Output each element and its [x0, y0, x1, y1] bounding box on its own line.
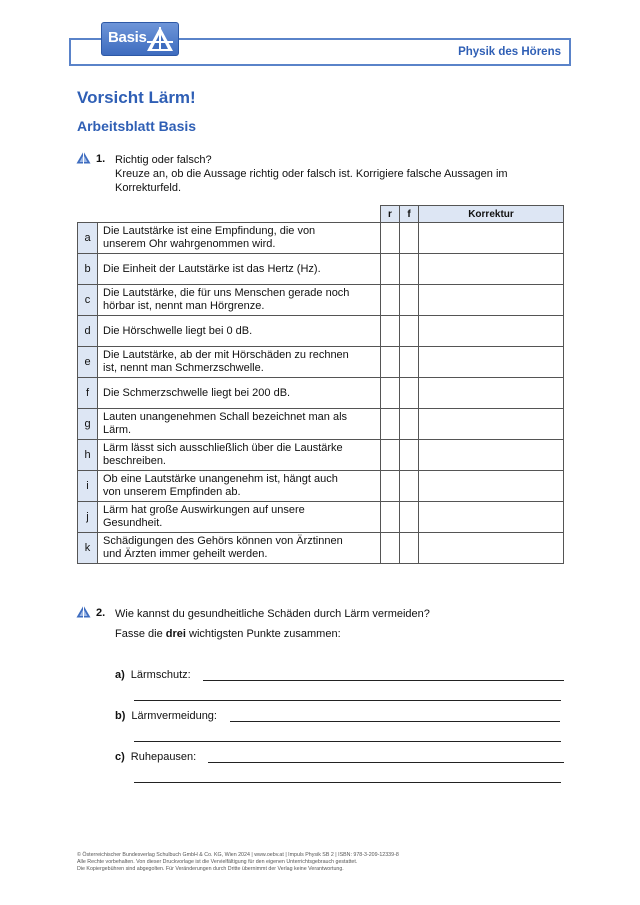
correction-field[interactable]: [419, 285, 564, 316]
correction-field[interactable]: [419, 440, 564, 471]
checkbox-richtig[interactable]: [381, 533, 400, 564]
table-row: [78, 533, 564, 564]
row-key: c: [78, 285, 98, 316]
footer-line-3: Die Kopiergebühren sind abgegolten. Für Veränderungen durch Dritte übernimmt der Verlag keine Verantwortung.: [77, 866, 344, 872]
row-key: k: [78, 533, 98, 564]
checkbox-falsch[interactable]: [400, 502, 419, 533]
checkbox-richtig[interactable]: [381, 316, 400, 347]
row-key: h: [78, 440, 98, 471]
correction-field[interactable]: [419, 502, 564, 533]
statement-line-1: Die Lautstärke ist eine Empfindung, die von: [103, 225, 316, 237]
checkbox-falsch[interactable]: [400, 471, 419, 502]
row-key: d: [78, 316, 98, 347]
column-f: f: [400, 206, 419, 223]
true-false-table: [77, 205, 564, 564]
difficulty-triangle-icon: [76, 151, 91, 164]
answer-b-label: [115, 710, 217, 722]
checkbox-richtig[interactable]: [381, 502, 400, 533]
row-statement: [98, 533, 381, 564]
table-row: [78, 347, 564, 378]
page-subtitle: Arbeitsblatt Basis: [77, 118, 197, 134]
statement-line-2: und Ärzten immer geheilt werden.: [103, 548, 268, 560]
checkbox-falsch[interactable]: [400, 378, 419, 409]
checkbox-falsch[interactable]: [400, 440, 419, 471]
row-key: i: [78, 471, 98, 502]
statement-line-1: Die Einheit der Lautstärke ist das Hertz (Hz).: [103, 262, 321, 275]
table-header-row: [78, 206, 564, 223]
row-statement: [98, 316, 381, 347]
statement-line-2: beschreiben.: [103, 455, 166, 467]
statement-line-1: Lauten unangenehmen Schall bezeichnet man als: [103, 411, 348, 423]
row-statement: [98, 502, 381, 533]
correction-field[interactable]: [419, 347, 564, 378]
task2-instruction-pre: Fasse die: [115, 628, 166, 640]
row-key: e: [78, 347, 98, 378]
answer-a-text: Lärmschutz:: [130, 669, 191, 681]
table-row: [78, 440, 564, 471]
correction-field[interactable]: [419, 533, 564, 564]
row-statement: [98, 471, 381, 502]
correction-field[interactable]: [419, 471, 564, 502]
statement-line-2: ist, nennt man Schmerzschwelle.: [103, 362, 264, 374]
row-statement: [98, 409, 381, 440]
answer-c-line-1[interactable]: [208, 762, 564, 763]
statement-line-1: Lärm hat große Auswirkungen auf unsere: [103, 504, 305, 516]
task2-instruction-bold: drei: [165, 628, 186, 640]
task2-number: 2.: [96, 607, 106, 619]
answer-b-letter: b): [115, 710, 126, 722]
difficulty-triangle-icon: [76, 605, 91, 618]
checkbox-richtig[interactable]: [381, 347, 400, 378]
checkbox-richtig[interactable]: [381, 409, 400, 440]
table-row: [78, 471, 564, 502]
answer-b-line-2[interactable]: [134, 741, 561, 742]
table-row: [78, 223, 564, 254]
statement-line-1: Ob eine Lautstärke unangenehm ist, hängt auch: [103, 473, 338, 485]
column-r: r: [381, 206, 400, 223]
correction-field[interactable]: [419, 378, 564, 409]
checkbox-richtig[interactable]: [381, 223, 400, 254]
table-row: [78, 378, 564, 409]
row-key: f: [78, 378, 98, 409]
footer-line-1: © Österreichischer Bundesverlag Schulbuch GmbH & Co. KG, Wien 2024 | www.oebv.at | Impuls Physik SB 2 | ISBN: 978-3-209-12339-8: [77, 852, 399, 858]
checkbox-falsch[interactable]: [400, 285, 419, 316]
task1-instruction-line2: Korrekturfeld.: [115, 182, 182, 194]
header-subject: Physik des Hörens: [458, 46, 561, 58]
row-key: j: [78, 502, 98, 533]
statement-line-1: Lärm lässt sich ausschließlich über die Laustärke: [103, 442, 343, 454]
task2-question: Wie kannst du gesundheitliche Schäden durch Lärm vermeiden?: [115, 608, 430, 620]
footer-line-2: Alle Rechte vorbehalten. Von dieser Druckvorlage ist die Vervielfältigung für den eigenen Unterrichtsgebrauch gestattet.: [77, 859, 358, 865]
row-statement: [98, 378, 381, 409]
answer-a-letter: a): [115, 669, 125, 681]
checkbox-richtig[interactable]: [381, 285, 400, 316]
row-key: a: [78, 223, 98, 254]
header-blank-cell: [78, 206, 381, 223]
table-row: [78, 316, 564, 347]
table-row: [78, 409, 564, 440]
answer-b-line-1[interactable]: [230, 721, 560, 722]
checkbox-richtig[interactable]: [381, 254, 400, 285]
statement-line-2: hörbar ist, nennt man Hörgrenze.: [103, 300, 265, 312]
correction-field[interactable]: [419, 223, 564, 254]
row-statement: [98, 285, 381, 316]
correction-field[interactable]: [419, 254, 564, 285]
checkbox-falsch[interactable]: [400, 347, 419, 378]
statement-line-1: Die Schmerzschwelle liegt bei 200 dB.: [103, 386, 291, 399]
page-title: Vorsicht Lärm!: [77, 88, 196, 107]
answer-a-line-2[interactable]: [134, 700, 561, 701]
statement-line-2: Gesundheit.: [103, 517, 163, 529]
checkbox-richtig[interactable]: [381, 471, 400, 502]
checkbox-falsch[interactable]: [400, 533, 419, 564]
checkbox-falsch[interactable]: [400, 409, 419, 440]
statement-line-1: Schädigungen des Gehörs können von Ärztinnen: [103, 535, 343, 547]
checkbox-falsch[interactable]: [400, 316, 419, 347]
table-row: [78, 285, 564, 316]
row-statement: [98, 440, 381, 471]
triangle-logo-icon: [145, 25, 175, 53]
table-row: [78, 254, 564, 285]
row-statement: [98, 347, 381, 378]
statement-line-1: Die Hörschwelle liegt bei 0 dB.: [103, 324, 253, 337]
answer-a-label: [115, 669, 191, 681]
answer-c-line-2[interactable]: [134, 782, 561, 783]
answer-c-label: [115, 751, 196, 763]
task1-instruction-line1: Kreuze an, ob die Aussage richtig oder falsch ist. Korrigiere falsche Aussagen im: [115, 168, 508, 180]
correction-field[interactable]: [419, 409, 564, 440]
checkbox-richtig[interactable]: [381, 378, 400, 409]
row-statement: [98, 254, 381, 285]
checkbox-falsch[interactable]: [400, 254, 419, 285]
statement-line-2: von unserem Empfinden ab.: [103, 486, 241, 498]
statement-line-1: Die Lautstärke, die für uns Menschen gerade noch: [103, 287, 350, 299]
checkbox-falsch[interactable]: [400, 223, 419, 254]
statement-line-2: unserem Ohr wahrgenommen wird.: [103, 238, 276, 250]
answer-c-letter: c): [115, 751, 125, 763]
row-key: g: [78, 409, 98, 440]
logo-text: Basis: [108, 29, 147, 46]
correction-field[interactable]: [419, 316, 564, 347]
task1-prompt: Richtig oder falsch?: [115, 154, 212, 166]
task2-instruction: [115, 627, 341, 641]
column-correction: Korrektur: [419, 206, 564, 223]
row-statement: [98, 223, 381, 254]
table-row: [78, 502, 564, 533]
task1-number: 1.: [96, 153, 106, 165]
answer-c-text: Ruhepausen:: [130, 751, 197, 763]
statement-line-2: Lärm.: [103, 424, 132, 436]
basis-logo: [101, 22, 179, 56]
footer-copyright: [77, 852, 597, 873]
statement-line-1: Die Lautstärke, ab der mit Hörschäden zu rechnen: [103, 349, 349, 361]
row-key: b: [78, 254, 98, 285]
checkbox-richtig[interactable]: [381, 440, 400, 471]
task2-instruction-post: wichtigsten Punkte zusammen:: [185, 628, 341, 640]
answer-a-line-1[interactable]: [203, 680, 564, 681]
answer-b-text: Lärmvermeidung:: [131, 710, 217, 722]
